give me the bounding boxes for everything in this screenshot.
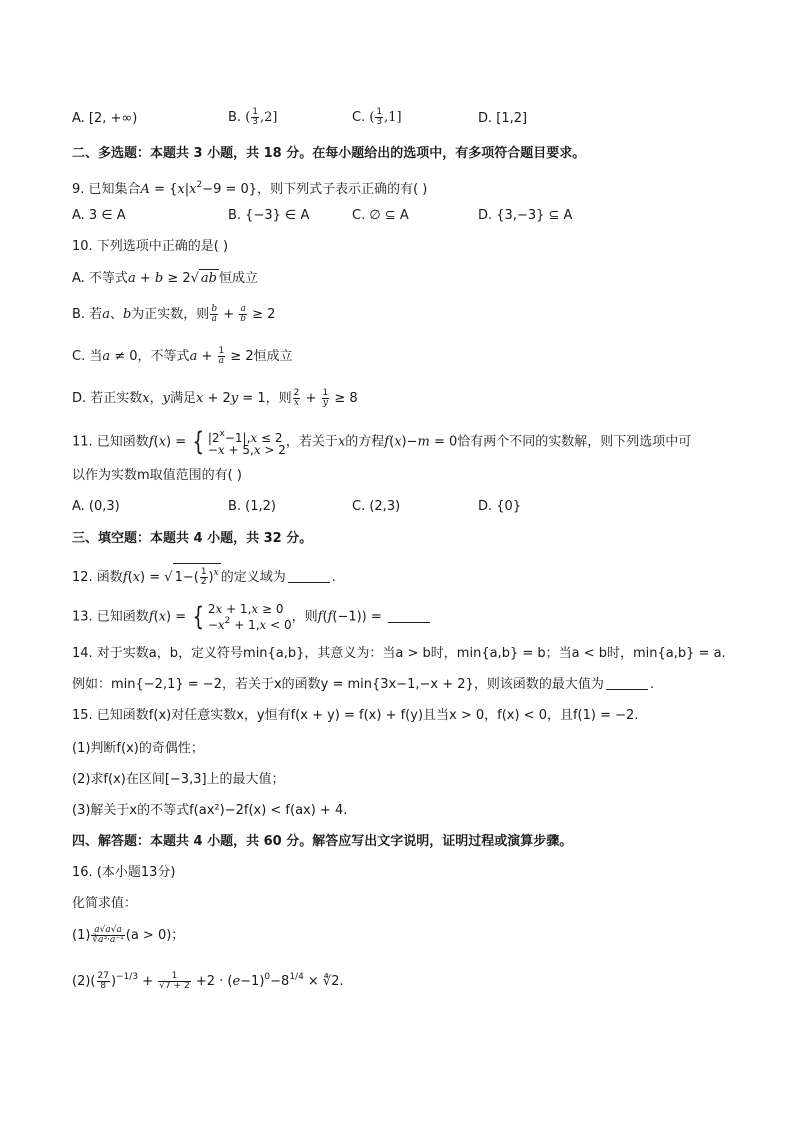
q11-option-b: B. (1,2) bbox=[228, 499, 277, 514]
section-3-heading: 三、填空题：本题共 4 小题，共 32 分。 bbox=[72, 531, 313, 546]
q9-option-a: A. 3 ∈ A bbox=[72, 208, 126, 223]
q9-option-b: B. {−3} ∈ A bbox=[228, 208, 310, 223]
q16-part2: (2)( $\frac{27}{8}$ )$^{-1/3}$ + $\frac{1}{√7 + 2}$ $+2 \cdot (e-1)^0-8^{1/4}$ × ∜2. bbox=[72, 971, 344, 991]
section-2-heading: 二、多选题：本题共 3 小题，共 18 分。在每小题给出的选项中，有多项符合题目要求。 bbox=[72, 146, 586, 161]
q13-answer-blank[interactable] bbox=[388, 610, 430, 623]
q10-option-d: D. 若正实数x，y满足x + 2y = 1，则 $\frac{2}{x}$ + $\frac{1}{y}$ ≥ 8 bbox=[72, 388, 358, 408]
q11-option-d: D. {0} bbox=[478, 499, 522, 514]
section-4-heading: 四、解答题：本题共 4 小题，共 60 分。解答应写出文字说明，证明过程或演算步骤。 bbox=[72, 834, 573, 849]
q16-heading: 16. (本小题13分) bbox=[72, 865, 176, 880]
q10-stem: 10. 下列选项中正确的是( ) bbox=[72, 239, 229, 254]
q9-stem: 9. 已知集合$A = \{x|x^2-9 = 0\}$，则下列式子表示正确的有( ) bbox=[72, 180, 428, 197]
q15-line1: 15. 已知函数f(x)对任意实数x，y恒有f(x + y) = f(x) + f(y)且当x > 0，f(x) < 0，且f(1) = −2. bbox=[72, 708, 639, 723]
q13-stem: 13. 已知函数f(x) = { 2x + 1,x ≥ 0 $-x^2 + 1,x < 0$，则f(f(−1)) = bbox=[72, 603, 432, 631]
q11-stem: 11. 已知函数f(x) = { $|2^x-1|,x \le 2$ −x + 5,x > 2，若关于x的方程f(x)−m = 0恰有两个不同的实数解，则下列选项中可 bbox=[72, 427, 692, 457]
q14-line1: 14. 对于实数a，b，定义符号min{a,b}，其意义为：当a > b时，min{a,b} = b；当a < b时，min{a,b} = a. bbox=[72, 646, 726, 661]
q15-part1: (1)判断f(x)的奇偶性； bbox=[72, 741, 204, 756]
q11-stem-line2: 以作为实数m取值范围的有( ) bbox=[72, 468, 242, 483]
q16-subheading: 化简求值： bbox=[72, 896, 138, 911]
q8-option-a: A. [2, +∞) bbox=[72, 111, 138, 126]
q9-option-d: D. {3,−3} ⊆ A bbox=[478, 208, 573, 223]
q8-option-b: B. ( $\frac{1}{3}$ ,2] bbox=[228, 107, 278, 127]
q10-option-c: C. 当a ≠ 0，不等式a + $\frac{1}{a}$ ≥ 2恒成立 bbox=[72, 346, 293, 366]
q8-option-c: C. ( $\frac{1}{3}$ ,1] bbox=[352, 107, 402, 127]
q11-option-a: A. (0,3) bbox=[72, 499, 120, 514]
q11-option-c: C. (2,3) bbox=[352, 499, 401, 514]
q14-line2: 例如：min{−2,1} = −2，若关于x的函数y = min{3x−1,−x + 2}，则该函数的最大值为 . bbox=[72, 677, 654, 692]
q14-answer-blank[interactable] bbox=[606, 677, 648, 690]
q10-option-a: A. 不等式a + b ≥ 2√ ab 恒成立 bbox=[72, 271, 259, 286]
q8-option-d: D. [1,2] bbox=[478, 111, 528, 126]
q12-stem: 12. 函数f(x) = √ 1−( $\frac{1}{2}$ )$^x$ 的定义域为 . bbox=[72, 563, 336, 587]
q15-part3: (3)解关于x的不等式f(ax²)−2f(x) < f(ax) + 4. bbox=[72, 803, 348, 818]
q9-option-c: C. ∅ ⊆ A bbox=[352, 208, 409, 223]
q12-answer-blank[interactable] bbox=[288, 570, 330, 583]
q16-part1: (1) $\frac{a√a√a}{\text{∛a³·a⁻¹}}$ (a > 0)； bbox=[72, 925, 185, 945]
q10-option-b: B. 若a、b为正实数，则 $\frac{b}{a}$ + $\frac{a}{b}$ ≥ 2 bbox=[72, 304, 276, 324]
q15-part2: (2)求f(x)在区间[−3,3]上的最大值； bbox=[72, 772, 285, 787]
